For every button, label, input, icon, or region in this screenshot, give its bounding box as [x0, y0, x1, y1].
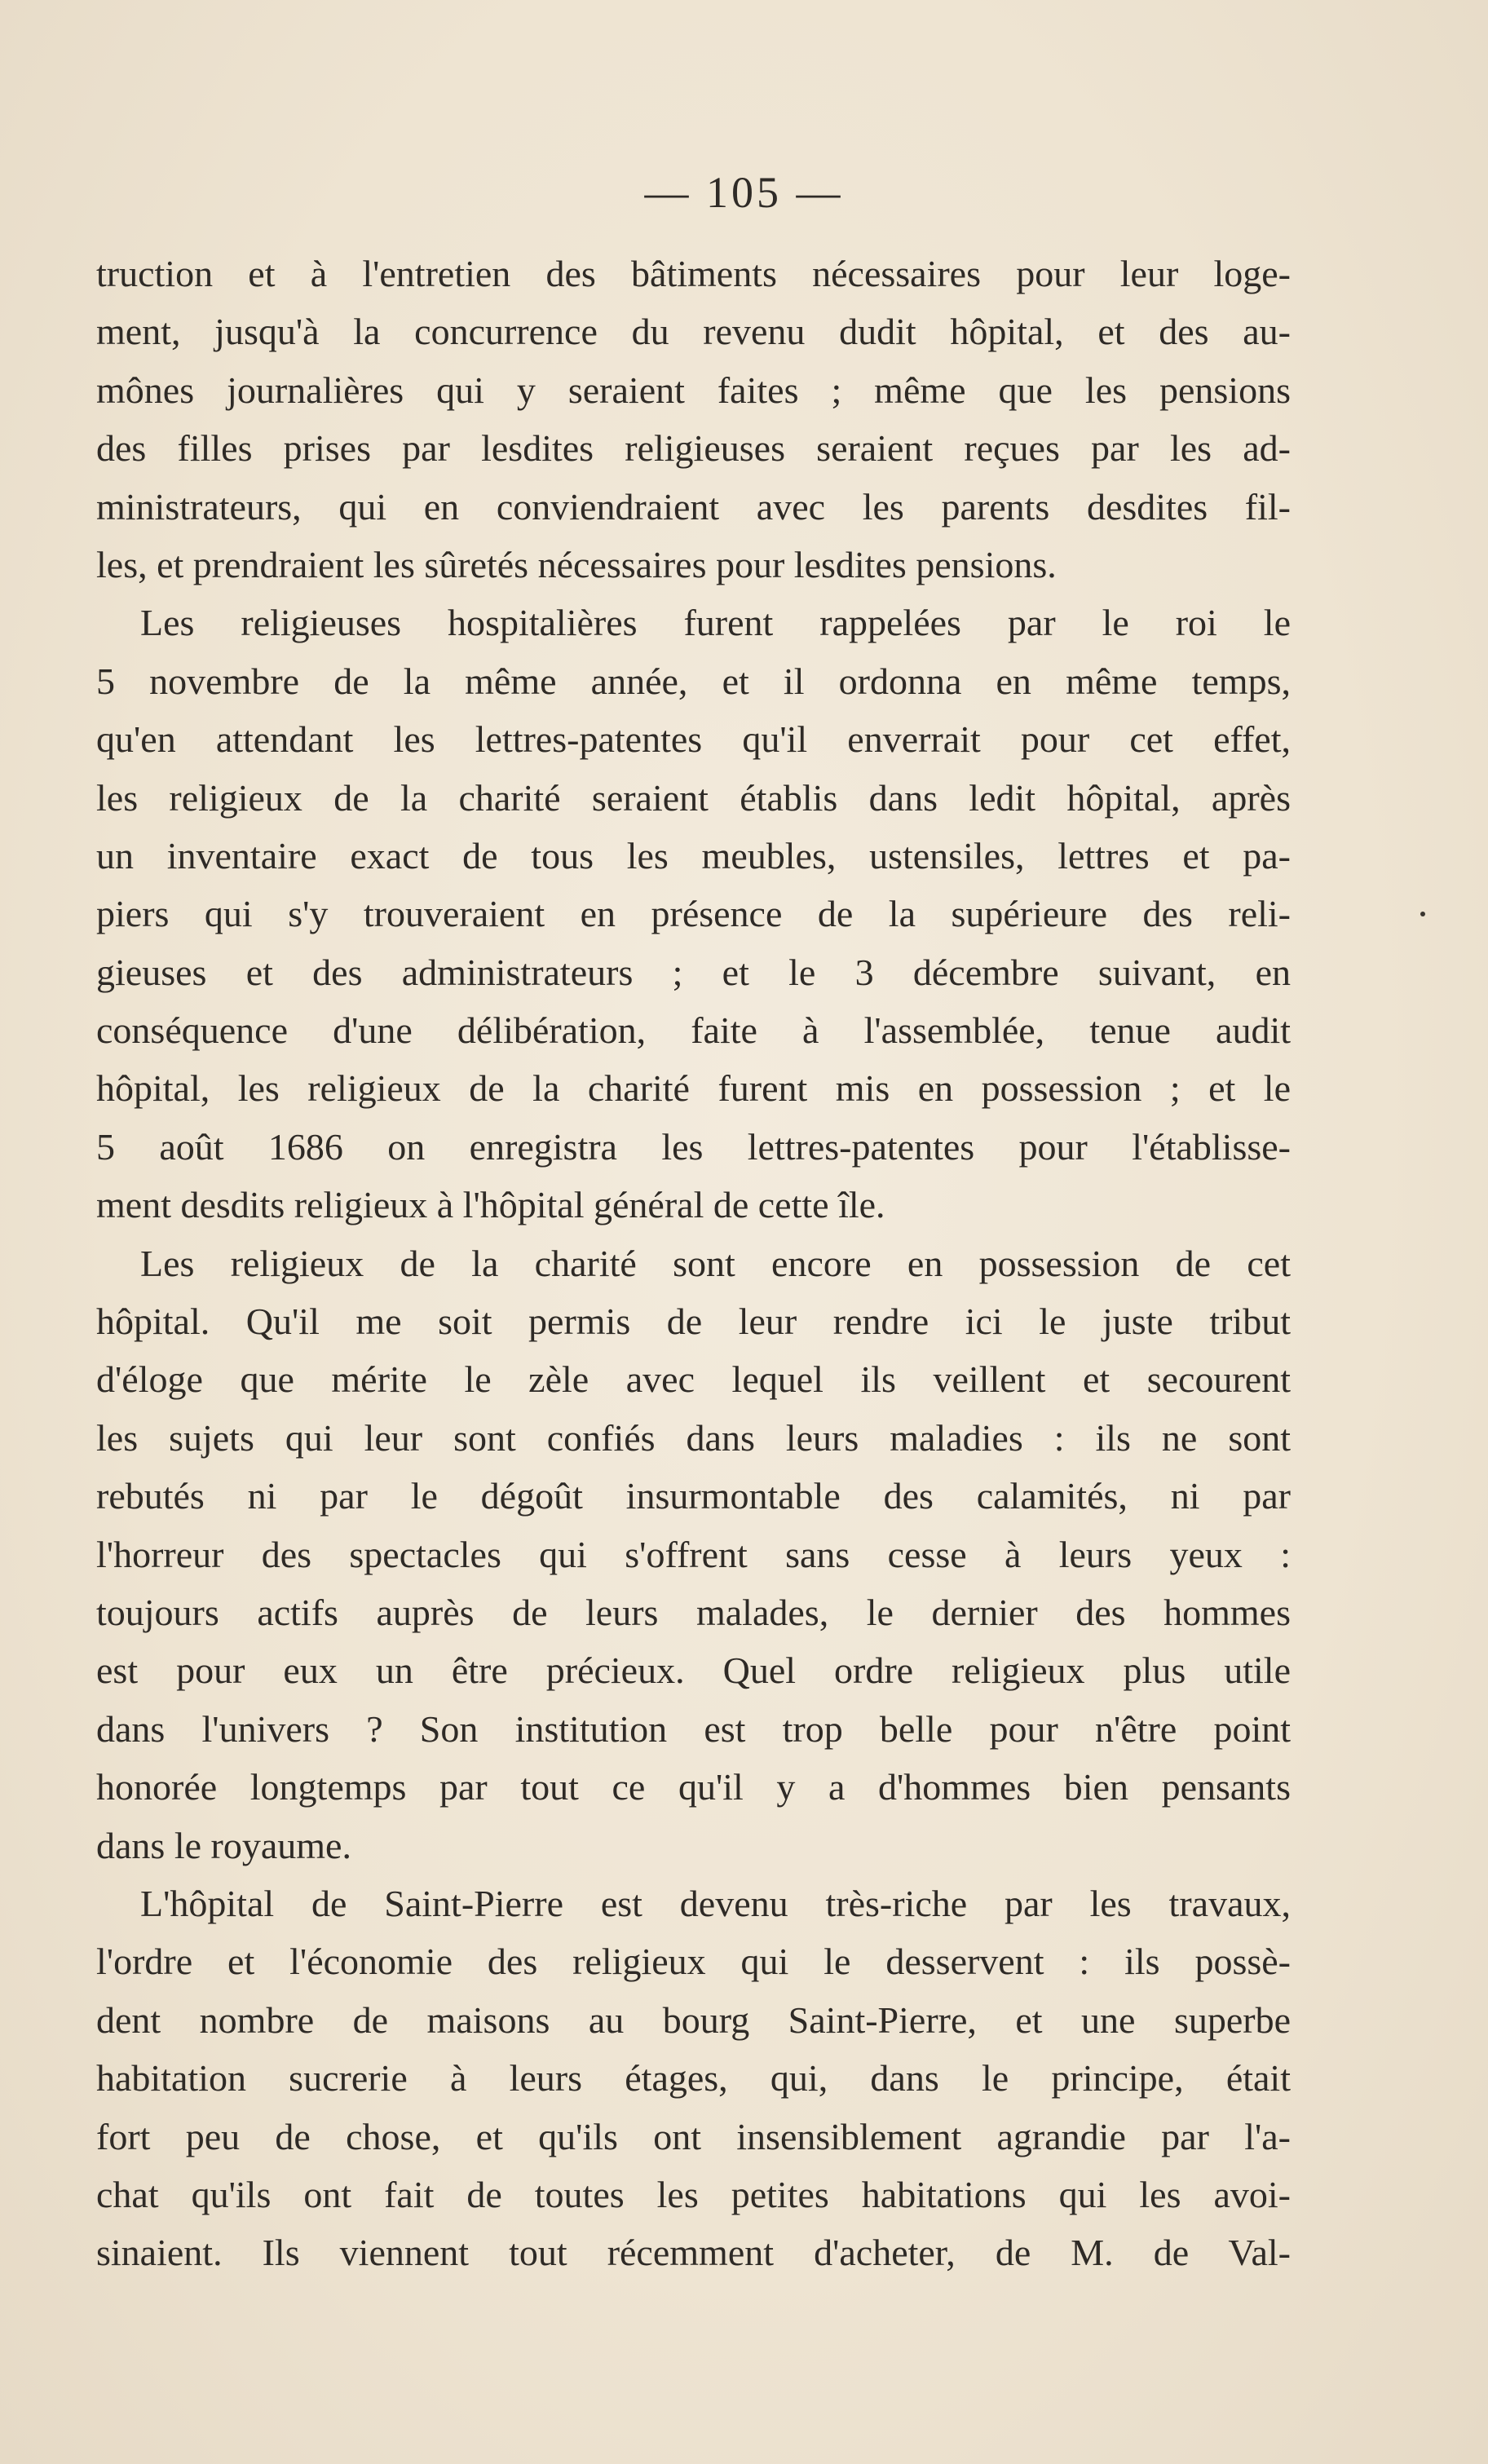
- text-line: fort peu de chose, et qu'ils ont insensiblement agrandie par l'a-: [96, 2115, 1291, 2157]
- text-line: est pour eux un être précieux. Quel ordre religieux plus utile: [96, 1649, 1291, 1692]
- text-line: ment, jusqu'à la concurrence du revenu dudit hôpital, et des au-: [96, 311, 1291, 353]
- body-text: [96, 245, 1291, 2282]
- text-line: dent nombre de maisons au bourg Saint-Pierre, et une superbe: [96, 1998, 1291, 2041]
- text-line: chat qu'ils ont fait de toutes les petites habitations qui les avoi-: [96, 2173, 1291, 2215]
- text-line: honorée longtemps par tout ce qu'il y a d'hommes bien pensants: [96, 1766, 1291, 1808]
- text-line: les sujets qui leur sont confiés dans leurs maladies : ils ne sont: [96, 1416, 1291, 1459]
- text-line: les, et prendraient les sûretés nécessaires pour lesdites pensions.: [96, 543, 1057, 585]
- text-line: dans l'univers ? Son institution est trop belle pour n'être point: [96, 1707, 1291, 1750]
- ink-speck: [1420, 912, 1425, 916]
- text-line: Les religieuses hospitalières furent rappelées par le roi le: [140, 602, 1291, 644]
- text-line: des filles prises par lesdites religieuses seraient reçues par les ad-: [96, 427, 1291, 470]
- text-line: 5 novembre de la même année, et il ordonna en même temps,: [96, 660, 1291, 702]
- text-line: Les religieux de la charité sont encore en possession de cet: [140, 1242, 1291, 1284]
- text-line: l'ordre et l'économie des religieux qui le desservent : ils possè-: [96, 1941, 1291, 1983]
- text-line: rebutés ni par le dégoût insurmontable des calamités, ni par: [96, 1475, 1291, 1517]
- text-line: ministrateurs, qui en conviendraient avec les parents desdites fil-: [96, 485, 1291, 528]
- text-line: les religieux de la charité seraient établis dans ledit hôpital, après: [96, 776, 1291, 819]
- text-line: habitation sucrerie à leurs étages, qui, dans le principe, était: [96, 2057, 1291, 2100]
- page-number: — 105 —: [644, 168, 844, 217]
- text-line: un inventaire exact de tous les meubles, ustensiles, lettres et pa-: [96, 834, 1291, 877]
- text-line: d'éloge que mérite le zèle avec lequel ils veillent et secourent: [96, 1358, 1291, 1401]
- text-line: gieuses et des administrateurs ; et le 3 décembre suivant, en: [96, 951, 1291, 993]
- text-line: ment desdits religieux à l'hôpital général de cette île.: [96, 1184, 885, 1226]
- text-line: sinaient. Ils viennent tout récemment d'acheter, de M. de Val-: [96, 2232, 1291, 2274]
- text-line: conséquence d'une délibération, faite à l'assemblée, tenue audit: [96, 1009, 1291, 1052]
- text-line: 5 août 1686 on enregistra les lettres-patentes pour l'établisse-: [96, 1125, 1291, 1168]
- text-line: dans le royaume.: [96, 1824, 351, 1866]
- text-line: truction et à l'entretien des bâtiments nécessaires pour leur loge-: [96, 253, 1291, 294]
- text-line: hôpital, les religieux de la charité furent mis en possession ; et le: [96, 1067, 1291, 1110]
- text-line: l'horreur des spectacles qui s'offrent sans cesse à leurs yeux :: [96, 1533, 1291, 1575]
- text-line: L'hôpital de Saint-Pierre est devenu très-riche par les travaux,: [140, 1882, 1291, 1924]
- text-line: qu'en attendant les lettres-patentes qu'il enverrait pour cet effet,: [96, 718, 1291, 761]
- text-line: hôpital. Qu'il me soit permis de leur rendre ici le juste tribut: [96, 1300, 1291, 1343]
- text-line: piers qui s'y trouveraient en présence de la supérieure des reli-: [96, 893, 1291, 935]
- text-line: toujours actifs auprès de leurs malades, le dernier des hommes: [96, 1591, 1291, 1633]
- text-line: mônes journalières qui y seraient faites ; même que les pensions: [96, 369, 1291, 411]
